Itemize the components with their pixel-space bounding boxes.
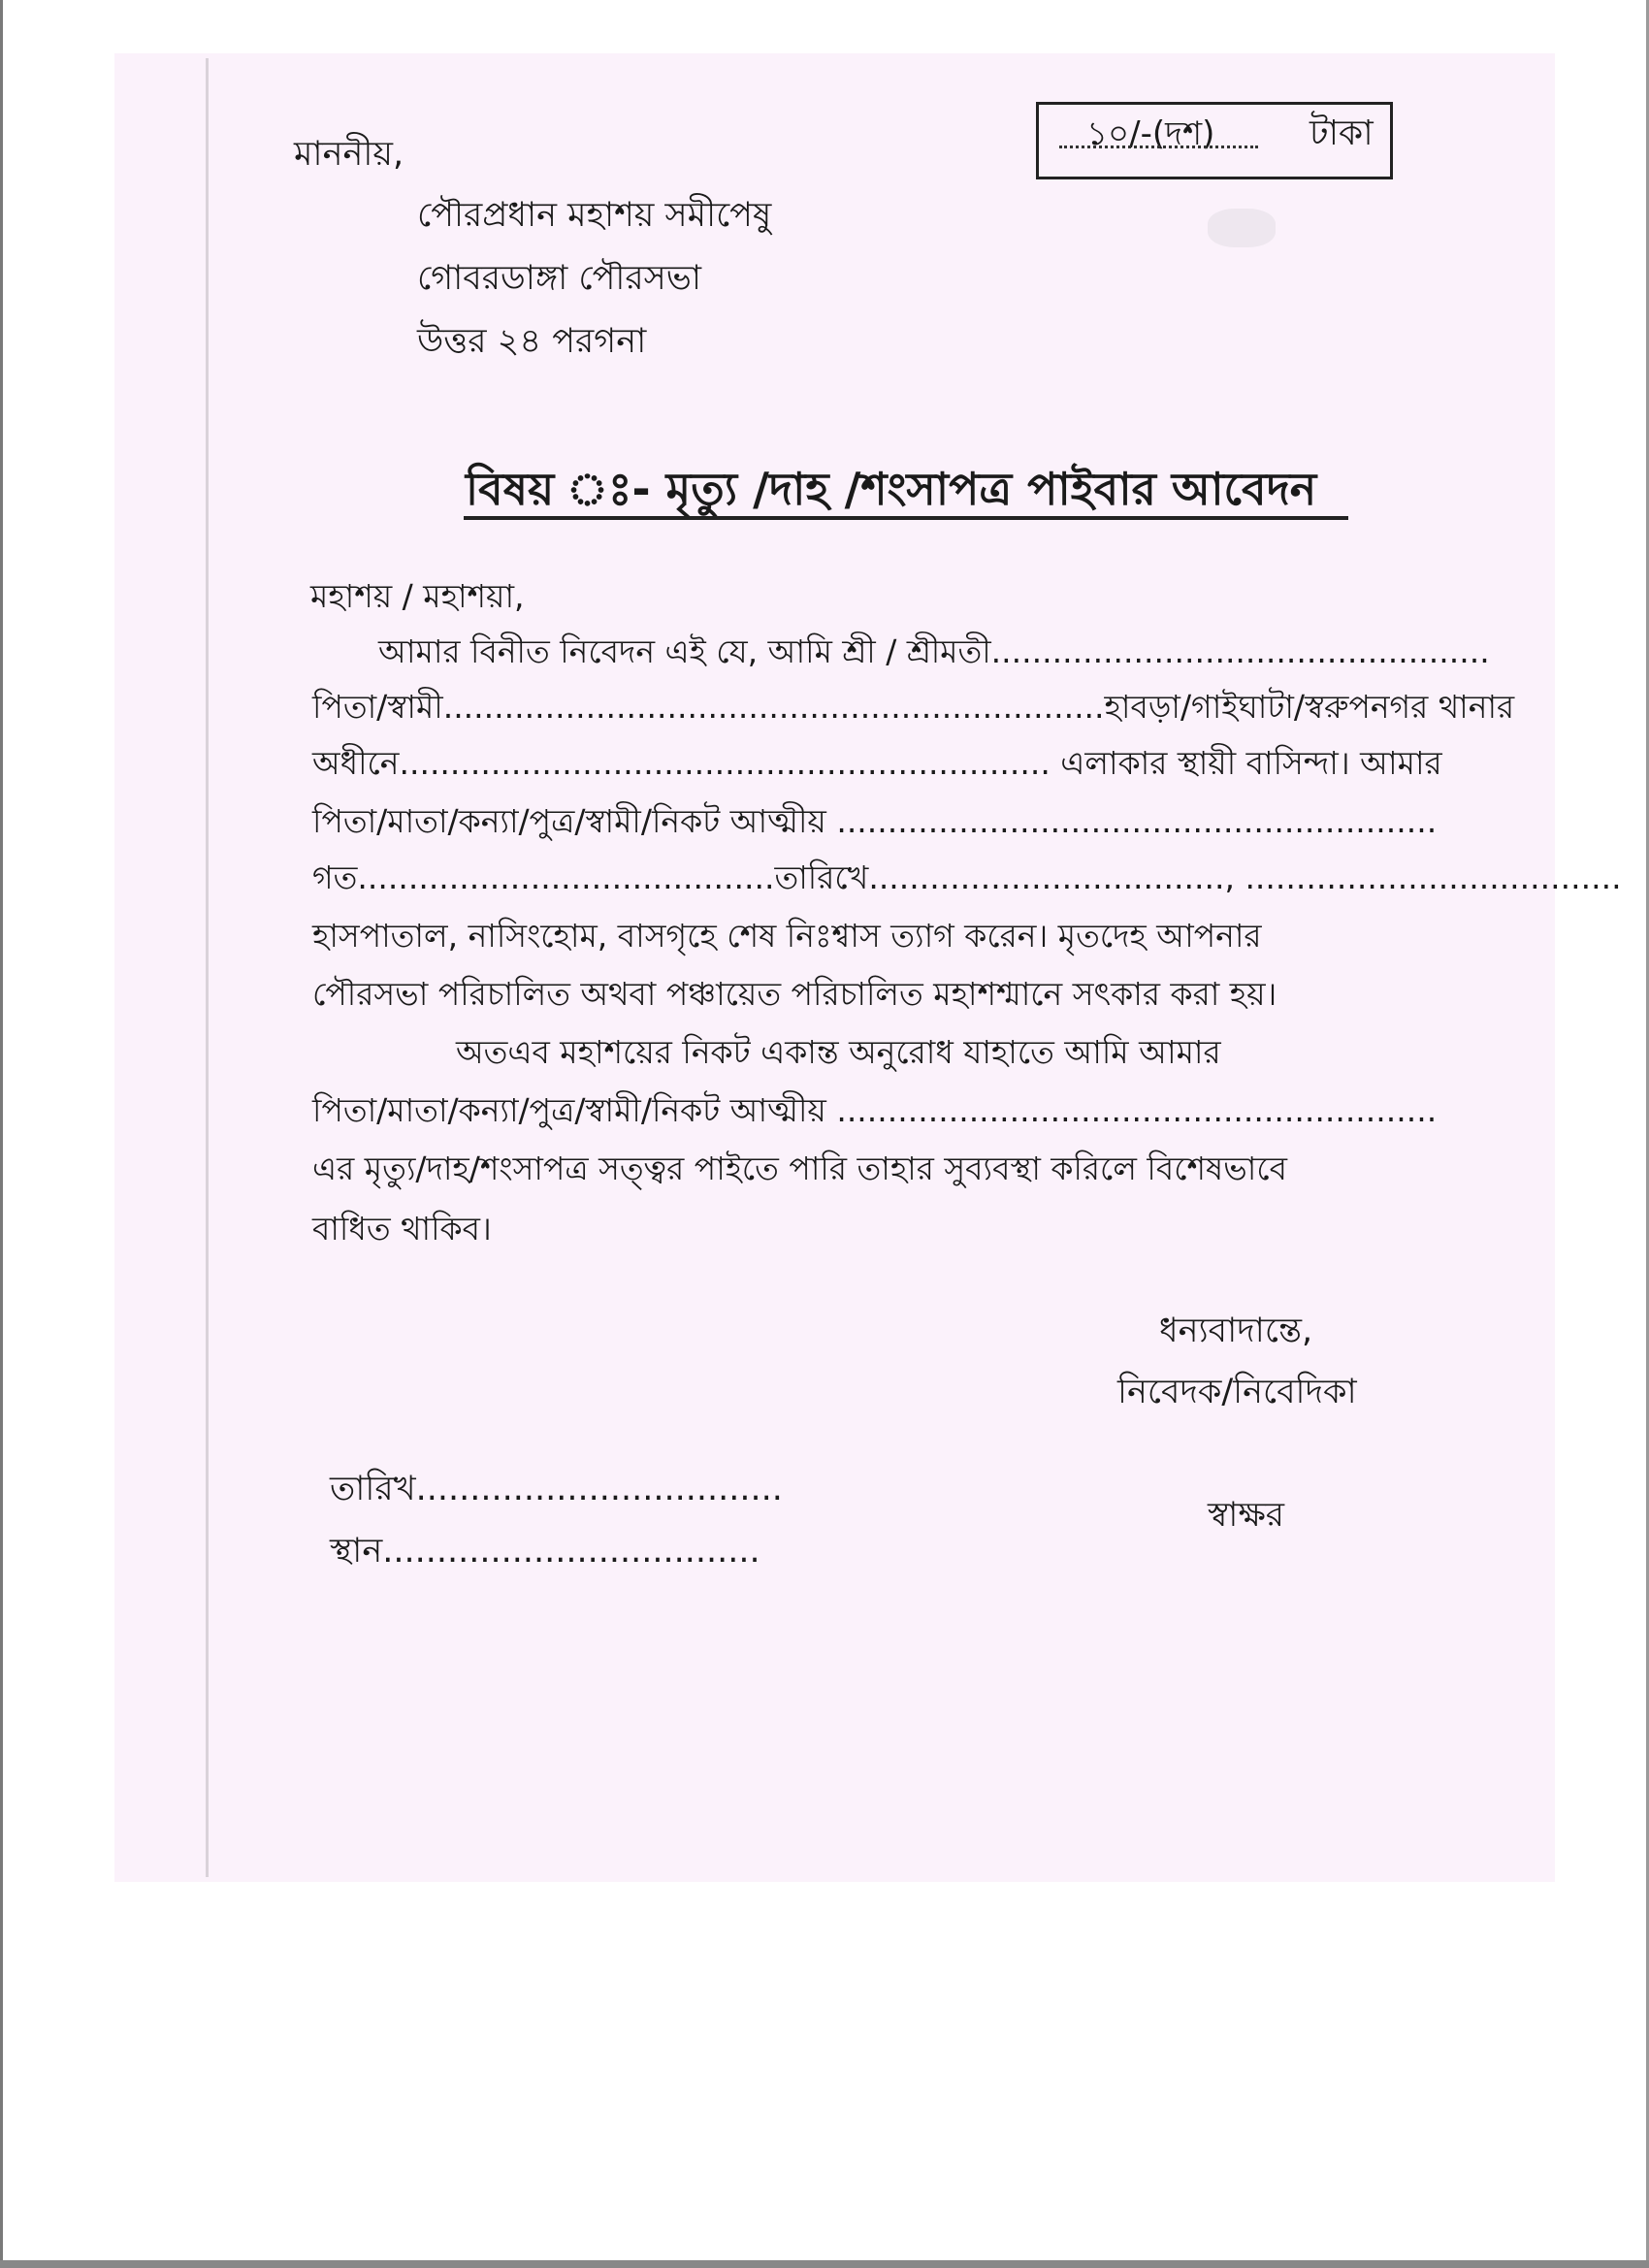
subject-heading: বিষয় ঃ- মৃত্যু /দাহ /শংসাপত্র পাইবার আবেদন (466, 463, 1317, 515)
paper-sheet (114, 53, 1555, 1882)
body-line-2: পিতা/স্বামী.................................................................হাবড়া/গাইঘাটা/স্বরুপনগর থানার (312, 688, 1515, 726)
body-line-8: অতএব মহাশয়ের নিকট একান্ত অনুরোধ যাহাতে আমি আমার (456, 1033, 1221, 1071)
address-line-3: উত্তর ২৪ পরগনা (417, 322, 647, 361)
closing-date-field: তারিখ.................................. (330, 1470, 783, 1508)
closing-place-field: স্থান................................... (330, 1532, 760, 1571)
body-line-3: অধীনে................................................................ এলাকার স্থায়ী বাসিন্দা। আমার (312, 744, 1442, 782)
scan-edge-bottom (0, 2260, 1649, 2268)
address-line-1: পৌরপ্রধান মহাশয় সমীপেষু (417, 196, 772, 235)
body-line-5: গত.........................................তারিখে..................................., ..................................... (312, 859, 1622, 896)
body-line-7: পৌরসভা পরিচালিত অথবা পঞ্চায়েত পরিচালিত মহাশশ্মানে সৎকার করা হয়। (312, 975, 1277, 1013)
fee-amount: ১০/-(দশ) (1086, 114, 1215, 153)
fee-dotted-line (1059, 146, 1258, 148)
body-line-9: পিতা/মাতা/কন্যা/পুত্র/স্বামী/নিকট আত্মীয় ........................................................... (312, 1091, 1438, 1129)
body-greeting: মহাশয় / মহাশয়া, (310, 577, 525, 615)
closing-thanks: ধন্যবাদান্তে, (1159, 1312, 1313, 1350)
body-line-4: পিতা/মাতা/কন্যা/পুত্র/স্বামী/নিকট আত্মীয় ........................................................... (312, 802, 1438, 840)
body-line-11: বাধিত থাকিব। (312, 1210, 492, 1247)
closing-applicant: নিবেদক/নিবেদিকা (1117, 1373, 1357, 1411)
paper-margin-line (206, 58, 209, 1877)
fee-currency: টাকা (1310, 113, 1374, 153)
address-salutation: মাননীয়, (294, 135, 404, 174)
closing-signature-label: স্বাক্ষর (1208, 1496, 1285, 1535)
body-line-6: হাসপাতাল, নাসিংহোম, বাসগৃহে শেষ নিঃশ্বাস ত্যাগ করেন। মৃতদেহ আপনার (312, 917, 1262, 955)
scan-edge-left (0, 0, 3, 2268)
ink-smudge (1208, 209, 1276, 247)
address-line-2: গোবরডাঙ্গা পৌরসভা (417, 259, 701, 298)
body-line-1: আমার বিনীত নিবেদন এই যে, আমি শ্রী / শ্রীমতী................................................. (378, 632, 1490, 670)
subject-underline (464, 516, 1348, 520)
body-line-10: এর মৃত্যু/দাহ/শংসাপত্র সত্ত্বর পাইতে পারি তাহার সুব্যবস্থা করিলে বিশেষভাবে (312, 1150, 1287, 1187)
